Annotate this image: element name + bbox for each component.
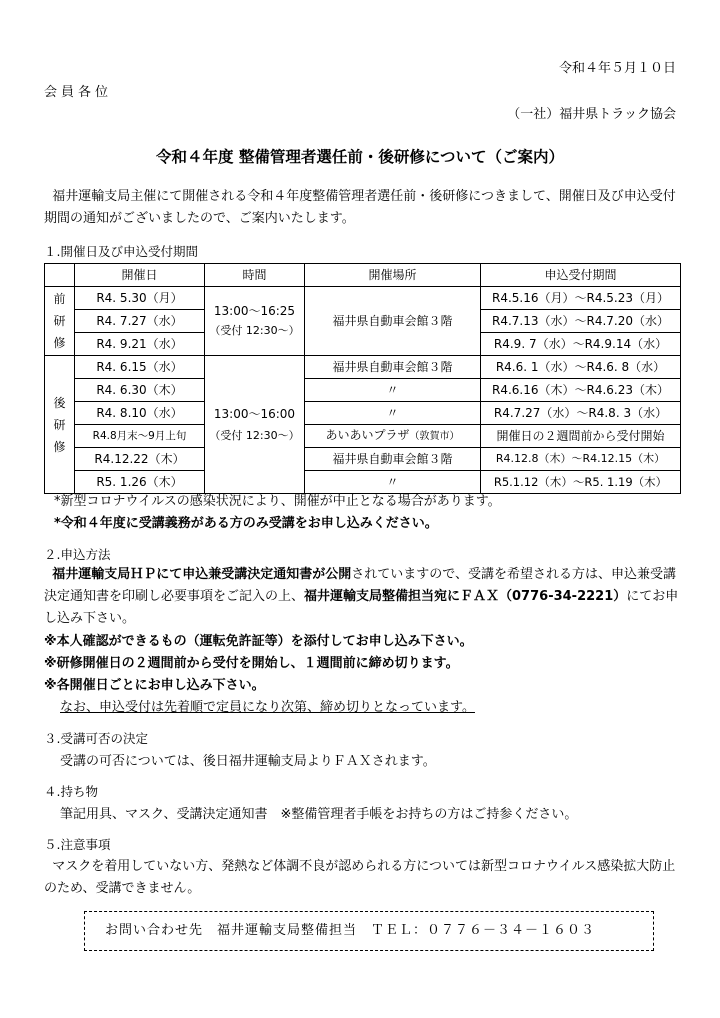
document-title: 令和４年度 整備管理者選任前・後研修について（ご案内）: [155, 148, 565, 166]
post-period-cell: R4.12.8（木）～R4.12.15（木）: [481, 448, 681, 471]
pre-date-cell: R4. 5.30（月）: [75, 287, 205, 310]
section2-text-2: にてお申し込み下さい。: [44, 589, 679, 626]
pre-place-cell: 福井県自動車会館３階: [305, 287, 481, 356]
post-date-cell: R4. 6.30（木）: [75, 379, 205, 402]
table-header-place: 開催場所: [305, 264, 481, 287]
post-time-note: （受付 12:30～）: [209, 428, 300, 442]
section3-text: 受講の可否については、後日福井運輸支局よりＦＡＸされます。: [60, 754, 436, 769]
document-date: 令和４年５月１０日: [558, 61, 676, 76]
pre-period-cell: R4.9. 7（水）～R4.9.14（水）: [481, 333, 681, 356]
post-date-cell: R4. 8.10（水）: [75, 402, 205, 425]
section2-note-deadline: ※研修開催日の２週間前から受付を開始し、１週間前に締め切ります。: [44, 656, 459, 671]
post-period-cell: R4.6.16（木）～R4.6.23（木）: [481, 379, 681, 402]
pre-period-cell: R4.5.16（月）～R4.5.23（月）: [481, 287, 681, 310]
post-label-char: 修: [53, 439, 66, 454]
post-place-cell: 〃: [305, 379, 481, 402]
table-header-time: 時間: [205, 264, 305, 287]
pre-period-cell: R4.7.13（水）～R4.7.20（水）: [481, 310, 681, 333]
table-row: [45, 425, 681, 448]
table-row: [45, 448, 681, 471]
section4-heading: ４.持ち物: [44, 784, 98, 799]
table-header-blank: [45, 264, 75, 287]
table-row: [45, 287, 681, 310]
contact-box: お問い合わせ先 福井運輸支局整備担当 ＴＥＬ：０７７６－３４－１６０３: [84, 911, 654, 951]
table-header-period: 申込受付期間: [481, 264, 681, 287]
section1-note-covid: *新型コロナウイルスの感染状況により、開催が中止となる場合があります。: [54, 494, 501, 509]
section5-paragraph: [44, 856, 680, 900]
post-date-cell: R4.12.22（木）: [75, 448, 205, 471]
section5-text: マスクを着用していない方、発熱など体調不良が認められる方については新型コロナウイルス感染拡大防止のため、受講できません。: [44, 859, 676, 896]
table-header-row: [45, 264, 681, 287]
recipients: 会員各位: [44, 85, 113, 100]
section3-heading: ３.受講可否の決定: [44, 731, 148, 746]
post-label-char: 後: [53, 395, 66, 410]
pre-label-char: 研: [53, 314, 66, 328]
section2-bold-1: 福井運輸支局ＨＰにて申込兼受講決定通知書が公開: [52, 567, 352, 582]
pre-time-cell: [205, 287, 305, 356]
post-training-label: [45, 356, 75, 494]
table-row: [45, 379, 681, 402]
sender-organization: （一社）福井県トラック協会: [507, 107, 676, 122]
pre-date-cell: R4. 7.27（水）: [75, 310, 205, 333]
table-header-date: 開催日: [75, 264, 205, 287]
post-place-cell: [305, 425, 481, 448]
post-period-cell: R4.7.27（水）～R4.8. 3（水）: [481, 402, 681, 425]
section2-text-1: されていますので、受講を希望される方は、申込兼受講決定通知書を印刷し必要事項をご記入の上、: [44, 567, 677, 604]
pre-label-char: 修: [53, 336, 66, 350]
section1-note-obligation: *令和４年度に受講義務がある方のみ受講をお申し込みください。: [54, 516, 438, 531]
schedule-table: [44, 263, 681, 494]
post-date-cell: R4. 6.15（水）: [75, 356, 205, 379]
post-place-cell: 〃: [305, 402, 481, 425]
pre-date-cell: R4. 9.21（水）: [75, 333, 205, 356]
post-period-cell: 開催日の２週間前から受付開始: [481, 425, 681, 448]
post-place-note: （敦賀市）: [409, 431, 460, 442]
post-date-cell: R4.8月末～9月上旬: [75, 425, 205, 448]
pre-training-label: [45, 287, 75, 356]
post-place-cell: 福井県自動車会館３階: [305, 448, 481, 471]
post-time-cell: [205, 356, 305, 494]
pre-label-char: 前: [53, 292, 66, 306]
section2-bold-2: 福井運輸支局整備担当宛にＦＡＸ（0776-34-2221）: [304, 589, 627, 604]
section2-note-id: ※本人確認ができるもの（運転免許証等）を添付してお申し込み下さい。: [44, 634, 473, 649]
post-place-cell: 福井県自動車会館３階: [305, 356, 481, 379]
table-row: [45, 356, 681, 379]
intro-text: 福井運輸支局主催にて開催される令和４年度整備管理者選任前・後研修につきまして、開催日及び申込受付期間の通知がございましたので、ご案内いたします。: [44, 189, 676, 226]
section5-heading: ５.注意事項: [44, 837, 111, 852]
post-place-name: あいあいプラザ: [325, 428, 410, 442]
intro-paragraph: [44, 186, 680, 230]
pre-time: 13:00～16:25: [213, 304, 296, 318]
post-date-cell: R5. 1.26（木）: [75, 471, 205, 494]
pre-time-note: （受付 12:30～）: [209, 324, 300, 337]
section2-note-first-come: なお、申込受付は先着順で定員になり次第、締め切りとなっています。: [60, 700, 475, 715]
section2-heading: ２.申込方法: [44, 547, 111, 562]
table-row: [45, 402, 681, 425]
post-period-cell: R5.1.12（木）～R5. 1.19（木）: [481, 471, 681, 494]
post-period-cell: R4.6. 1（水）～R4.6. 8（水）: [481, 356, 681, 379]
section2-note-each-date: ※各開催日ごとにお申し込み下さい。: [44, 678, 265, 693]
section4-text: 筆記用具、マスク、受講決定通知書 ※整備管理者手帳をお持ちの方はご持参ください。: [60, 807, 578, 822]
post-place-cell: 〃: [305, 471, 481, 494]
post-label-char: 研: [53, 417, 66, 432]
section1-heading: １.開催日及び申込受付期間: [44, 244, 198, 259]
post-time: 13:00～16:00: [213, 406, 296, 421]
section2-paragraph: [44, 564, 680, 630]
